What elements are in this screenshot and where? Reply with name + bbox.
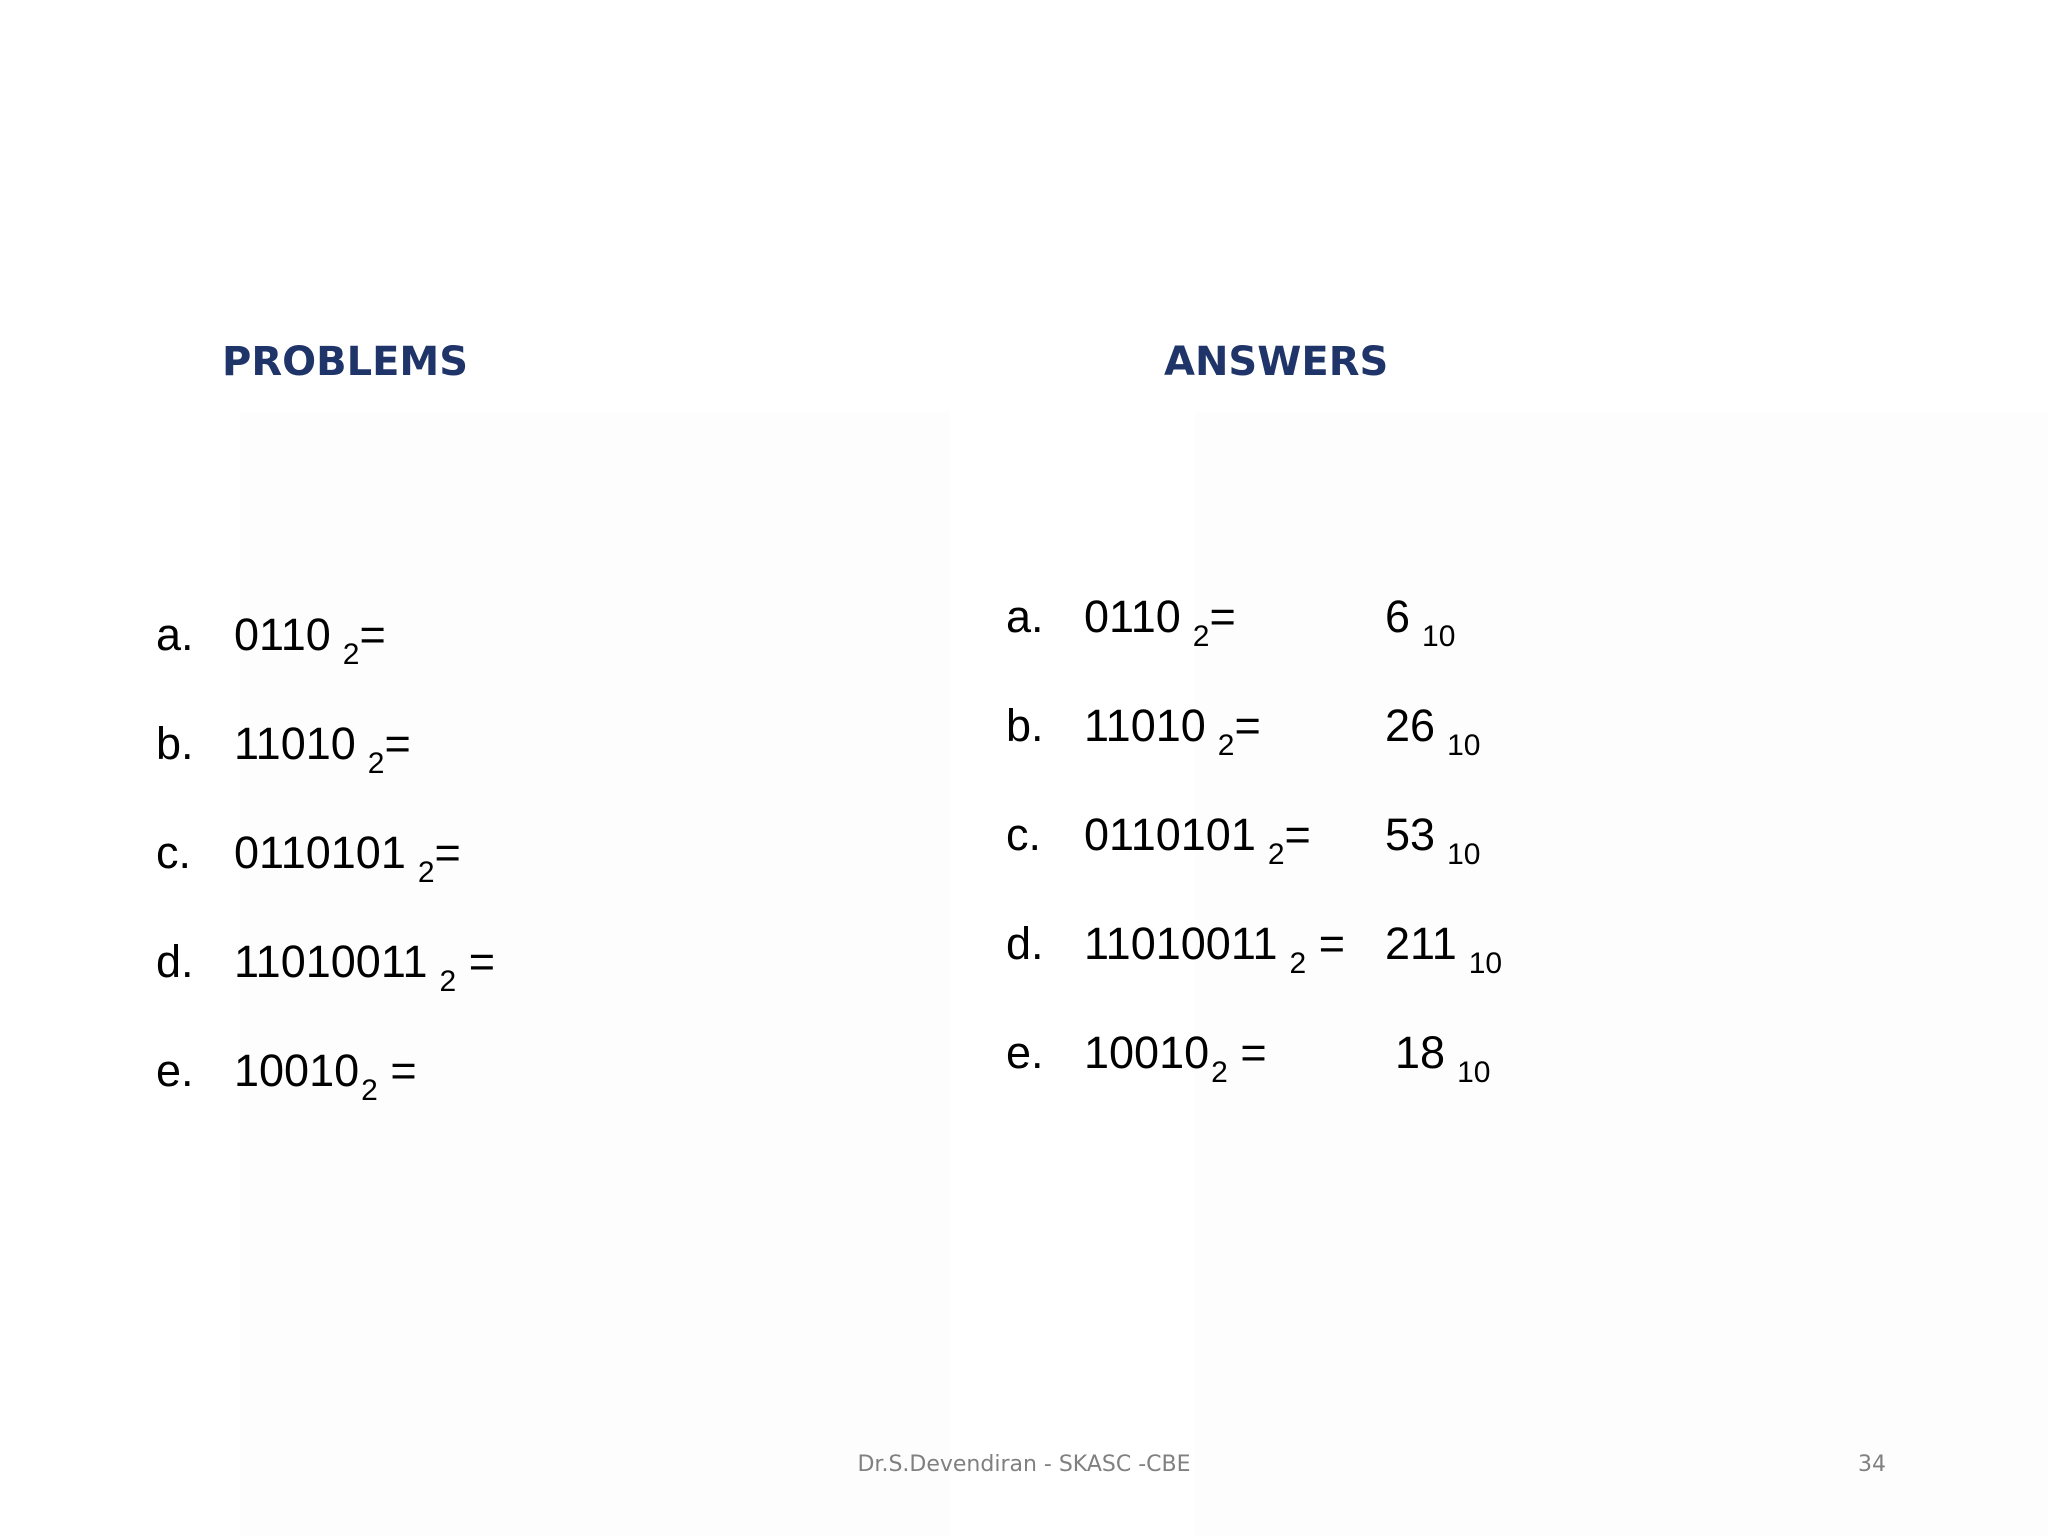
binary-number: 0110101 bbox=[1084, 809, 1256, 860]
list-marker: d. bbox=[1006, 918, 1044, 969]
list-marker: e. bbox=[156, 1045, 194, 1096]
binary-expression bbox=[1084, 914, 1345, 980]
binary-number: 10010 bbox=[1084, 1027, 1210, 1078]
base-subscript: 2 bbox=[417, 856, 435, 889]
base-subscript: 10 bbox=[1447, 838, 1481, 871]
base-subscript: 10 bbox=[1422, 620, 1456, 653]
base-subscript: 2 bbox=[439, 965, 457, 998]
list-marker: c. bbox=[1006, 809, 1042, 860]
decimal-value: 6 bbox=[1385, 591, 1411, 642]
base-subscript: 2 bbox=[342, 638, 360, 671]
base-subscript: 2 bbox=[1217, 729, 1235, 762]
binary-expression bbox=[1084, 696, 1261, 762]
base-subscript: 10 bbox=[1457, 1056, 1491, 1089]
binary-expression bbox=[234, 823, 461, 889]
decimal-result bbox=[1385, 587, 1455, 653]
problems-heading: PROBLEMS bbox=[222, 339, 469, 385]
equals-sign: = bbox=[1240, 1027, 1267, 1078]
list-marker: a. bbox=[1006, 591, 1044, 642]
page-number: 34 bbox=[1858, 1452, 1886, 1477]
decimal-value: 18 bbox=[1395, 1027, 1446, 1078]
binary-expression bbox=[234, 1041, 417, 1107]
equals-sign: = bbox=[1209, 591, 1236, 642]
base-subscript: 10 bbox=[1447, 729, 1481, 762]
binary-expression bbox=[1084, 587, 1236, 653]
list-marker: b. bbox=[156, 718, 194, 769]
decimal-result bbox=[1385, 914, 1502, 980]
decimal-result bbox=[1395, 1023, 1490, 1089]
equals-sign: = bbox=[468, 936, 496, 987]
answers-heading: ANSWERS bbox=[1164, 339, 1389, 385]
base-subscript: 2 bbox=[1289, 947, 1307, 980]
decimal-value: 53 bbox=[1385, 809, 1436, 860]
list-marker: d. bbox=[156, 936, 194, 987]
binary-number: 11010011 bbox=[234, 936, 428, 987]
binary-number: 0110 bbox=[1084, 591, 1181, 642]
base-subscript: 2 bbox=[1267, 838, 1285, 871]
equals-sign: = bbox=[384, 718, 411, 769]
binary-expression bbox=[234, 714, 411, 780]
decimal-result bbox=[1385, 805, 1480, 871]
decimal-value: 211 bbox=[1385, 918, 1457, 969]
base-subscript: 2 bbox=[1192, 620, 1210, 653]
decimal-value: 26 bbox=[1385, 700, 1436, 751]
equals-sign: = bbox=[359, 609, 386, 660]
binary-number: 0110101 bbox=[234, 827, 406, 878]
decimal-result bbox=[1385, 696, 1480, 762]
equals-sign: = bbox=[1234, 700, 1261, 751]
base-subscript: 10 bbox=[1468, 947, 1503, 980]
equals-sign: = bbox=[1284, 809, 1311, 860]
binary-expression bbox=[1084, 805, 1311, 871]
footer-author: Dr.S.Devendiran - SKASC -CBE bbox=[857, 1452, 1191, 1477]
list-marker: e. bbox=[1006, 1027, 1044, 1078]
equals-sign: = bbox=[1318, 918, 1346, 969]
binary-number: 11010 bbox=[1084, 700, 1206, 751]
binary-number: 11010 bbox=[234, 718, 356, 769]
base-subscript: 2 bbox=[361, 1074, 378, 1107]
list-marker: a. bbox=[156, 609, 194, 660]
base-subscript: 2 bbox=[367, 747, 385, 780]
equals-sign: = bbox=[434, 827, 461, 878]
binary-expression bbox=[234, 932, 495, 998]
binary-number: 0110 bbox=[234, 609, 331, 660]
binary-expression bbox=[1084, 1023, 1267, 1089]
binary-number: 11010011 bbox=[1084, 918, 1278, 969]
list-marker: c. bbox=[156, 827, 192, 878]
binary-expression bbox=[234, 605, 386, 671]
base-subscript: 2 bbox=[1211, 1056, 1228, 1089]
equals-sign: = bbox=[390, 1045, 417, 1096]
list-marker: b. bbox=[1006, 700, 1044, 751]
binary-number: 10010 bbox=[234, 1045, 360, 1096]
